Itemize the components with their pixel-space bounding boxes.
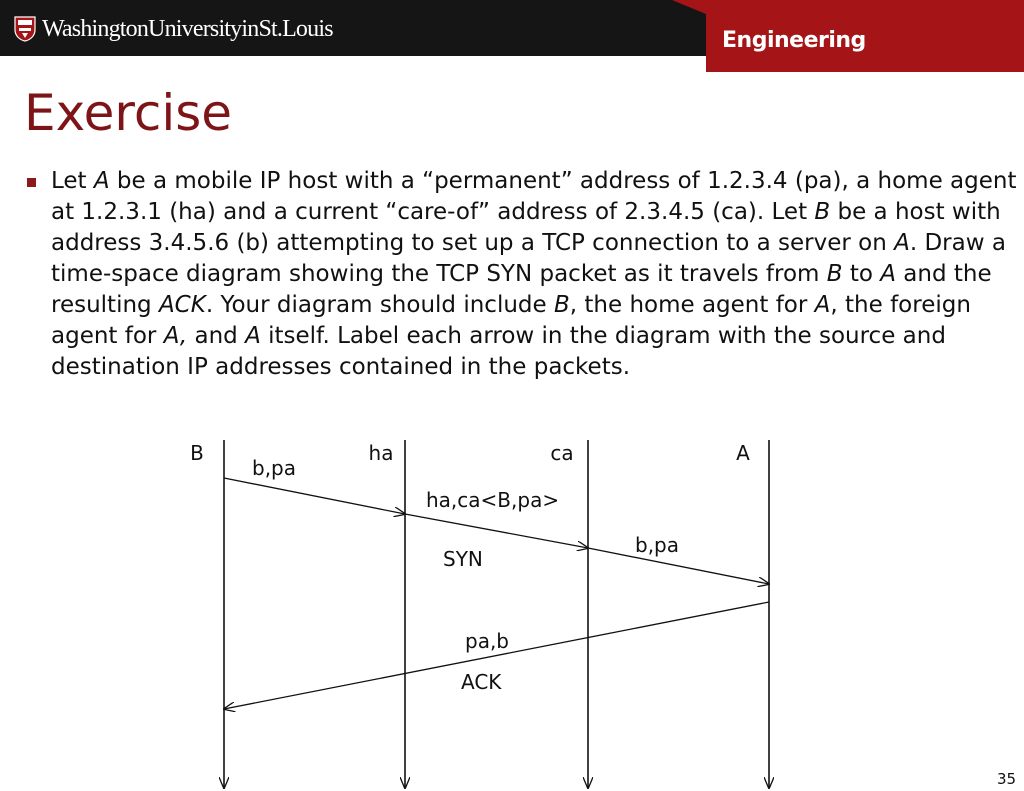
node-label-b: B [190, 441, 204, 465]
arrow-b-to-ha [224, 478, 405, 514]
university-name: WashingtonUniversityinSt.Louis [42, 15, 333, 42]
node-label-ca: ca [550, 441, 574, 465]
exercise-text: Let A be a mobile IP host with a “permanent” address of 1.2.3.4 (pa), a home agent at 1.2.3.1 (ha) and a current “care-of” address of 2.3.4.5 (ca). Let B be a host with address 3.4.5.6 (b) attempting to set up a TCP connection to a server on A. Draw a time-space diagram showing the TCP SYN packet as it travels from B to A and the resulting ACK. Your diagram should include B, the home agent for A, the foreign agent for A, and A itself. Label each arrow in the diagram with the source and destination IP addresses contained in the packets. [51, 168, 1017, 380]
label-ack: ACK [461, 670, 502, 694]
label-pa-b: pa,b [465, 629, 510, 653]
school-name: Engineering [722, 28, 866, 53]
slide-title: Exercise [24, 84, 233, 142]
label-ha-ca: ha,ca<B,pa> [426, 488, 560, 512]
arrow-ha-to-ca [405, 514, 588, 548]
node-label-a: A [736, 441, 750, 465]
label-b-pa-1: b,pa [252, 456, 297, 480]
label-b-pa-2: b,pa [635, 533, 680, 557]
page-number: 35 [997, 770, 1017, 788]
node-label-ha: ha [368, 441, 394, 465]
label-syn: SYN [443, 547, 483, 571]
